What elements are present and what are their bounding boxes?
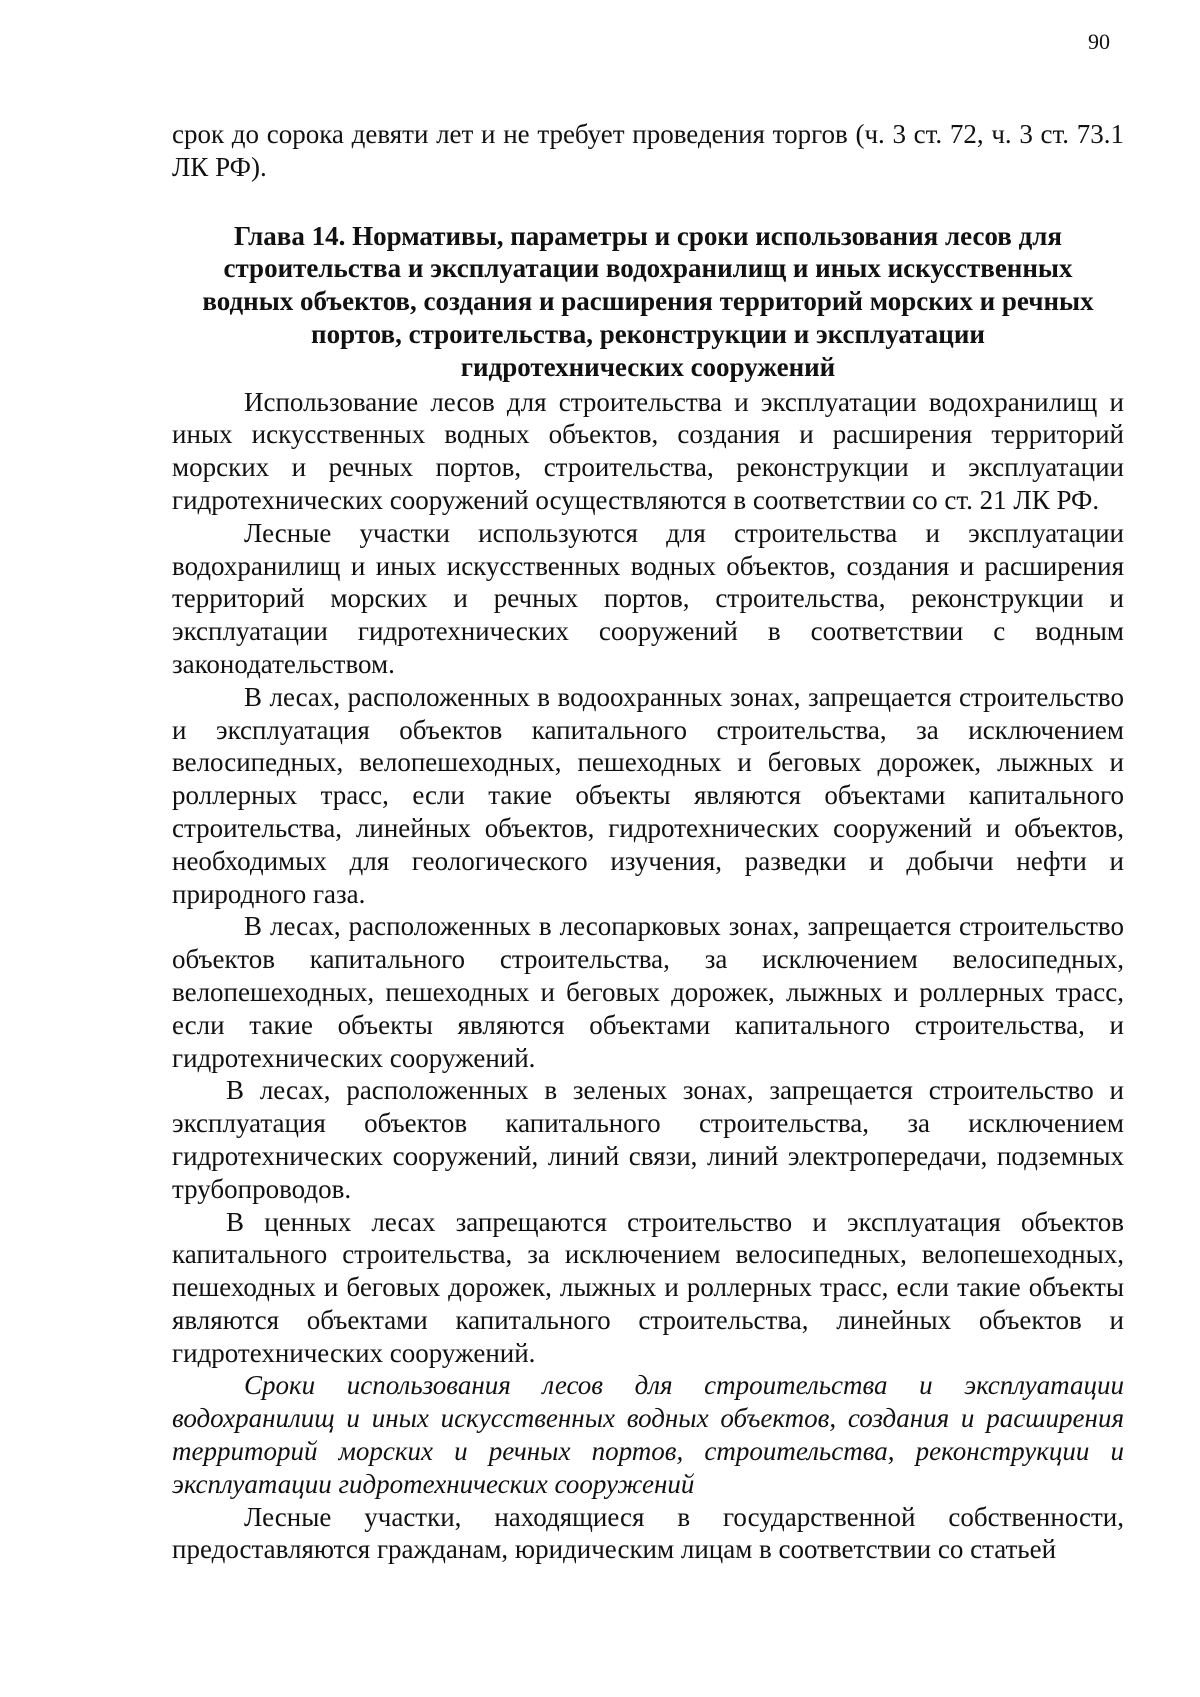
final-paragraph: Лесные участки, находящиеся в государственной собственности, предоставляются гражданам, юридическим лицам в соответствии со статьей xyxy=(172,1501,1124,1565)
page-content xyxy=(172,118,1124,1566)
chapter-heading-line: строительства и эксплуатации водохранилищ и иных искусственных xyxy=(223,253,1073,284)
chapter-heading-line: водных объектов, создания и расширения территорий морских и речных xyxy=(202,286,1094,317)
body-paragraph: Использование лесов для строительства и эксплуатации водохранилищ и иных искусственных водных объектов, создания и расширения территорий морских и речных портов, строительства, реконструкции и эксплуатации гидротехнических сооружений осуществляются в соответствии со ст. 21 ЛК РФ. xyxy=(172,386,1124,515)
chapter-heading xyxy=(172,220,1124,384)
page-number: 90 xyxy=(1088,29,1110,54)
body-paragraph: В лесах, расположенных в зеленых зонах, запрещается строительство и эксплуатация объектов капитального строительства, за исключением гидротехнических сооружений, линий связи, линий электропередачи, подземных трубопроводов. xyxy=(172,1075,1124,1204)
chapter-heading-line: Глава 14. Нормативы, параметры и сроки использования лесов для xyxy=(233,220,1063,251)
body-paragraph: В лесах, расположенных в лесопарковых зонах, запрещается строительство объектов капитального строительства, за исключением велосипедных, велопешеходных, пешеходных и беговых дорожек, лыжных и роллерных трасс, если такие объекты являются объектами капитального строительства, и гидротехнических сооружений. xyxy=(172,911,1124,1073)
italic-subheading: Сроки использования лесов для строительства и эксплуатации водохранилищ и иных искусственных водных объектов, создания и расширения территорий морских и речных портов, строительства, реконструкции и эксплуатации гидротехнических сооружений xyxy=(172,1370,1124,1499)
body-paragraph: Лесные участки используются для строительства и эксплуатации водохранилищ и иных искусственных водных объектов, создания и расширения территорий морских и речных портов, строительства, реконструкции и эксплуатации гидротехнических сооружений в соответствии с водным законодательством. xyxy=(172,517,1124,679)
chapter-heading-line: гидротехнических сооружений xyxy=(460,351,836,382)
body-paragraph: В лесах, расположенных в водоохранных зонах, запрещается строительство и эксплуатация объектов капитального строительства, за исключением велосипедных, велопешеходных, пешеходных и беговых дорожек, лыжных и роллерных трасс, если такие объекты являются объектами капитального строительства, линейных объектов, гидротехнических сооружений и объектов, необходимых для геологического изучения, разведки и добычи нефти и природного газа. xyxy=(172,681,1124,909)
intro-paragraph: срок до сорока девяти лет и не требует проведения торгов (ч. 3 ст. 72, ч. 3 ст. 73.1 ЛК РФ). xyxy=(172,119,1124,182)
body-paragraph: В ценных лесах запрещаются строительство и эксплуатация объектов капитального строительства, за исключением велосипедных, велопешеходных, пешеходных и беговых дорожек, лыжных и роллерных трасс, если такие объекты являются объектами капитального строительства, линейных объектов и гидротехнических сооружений. xyxy=(172,1206,1124,1368)
chapter-heading-line: портов, строительства, реконструкции и эксплуатации xyxy=(311,318,985,349)
